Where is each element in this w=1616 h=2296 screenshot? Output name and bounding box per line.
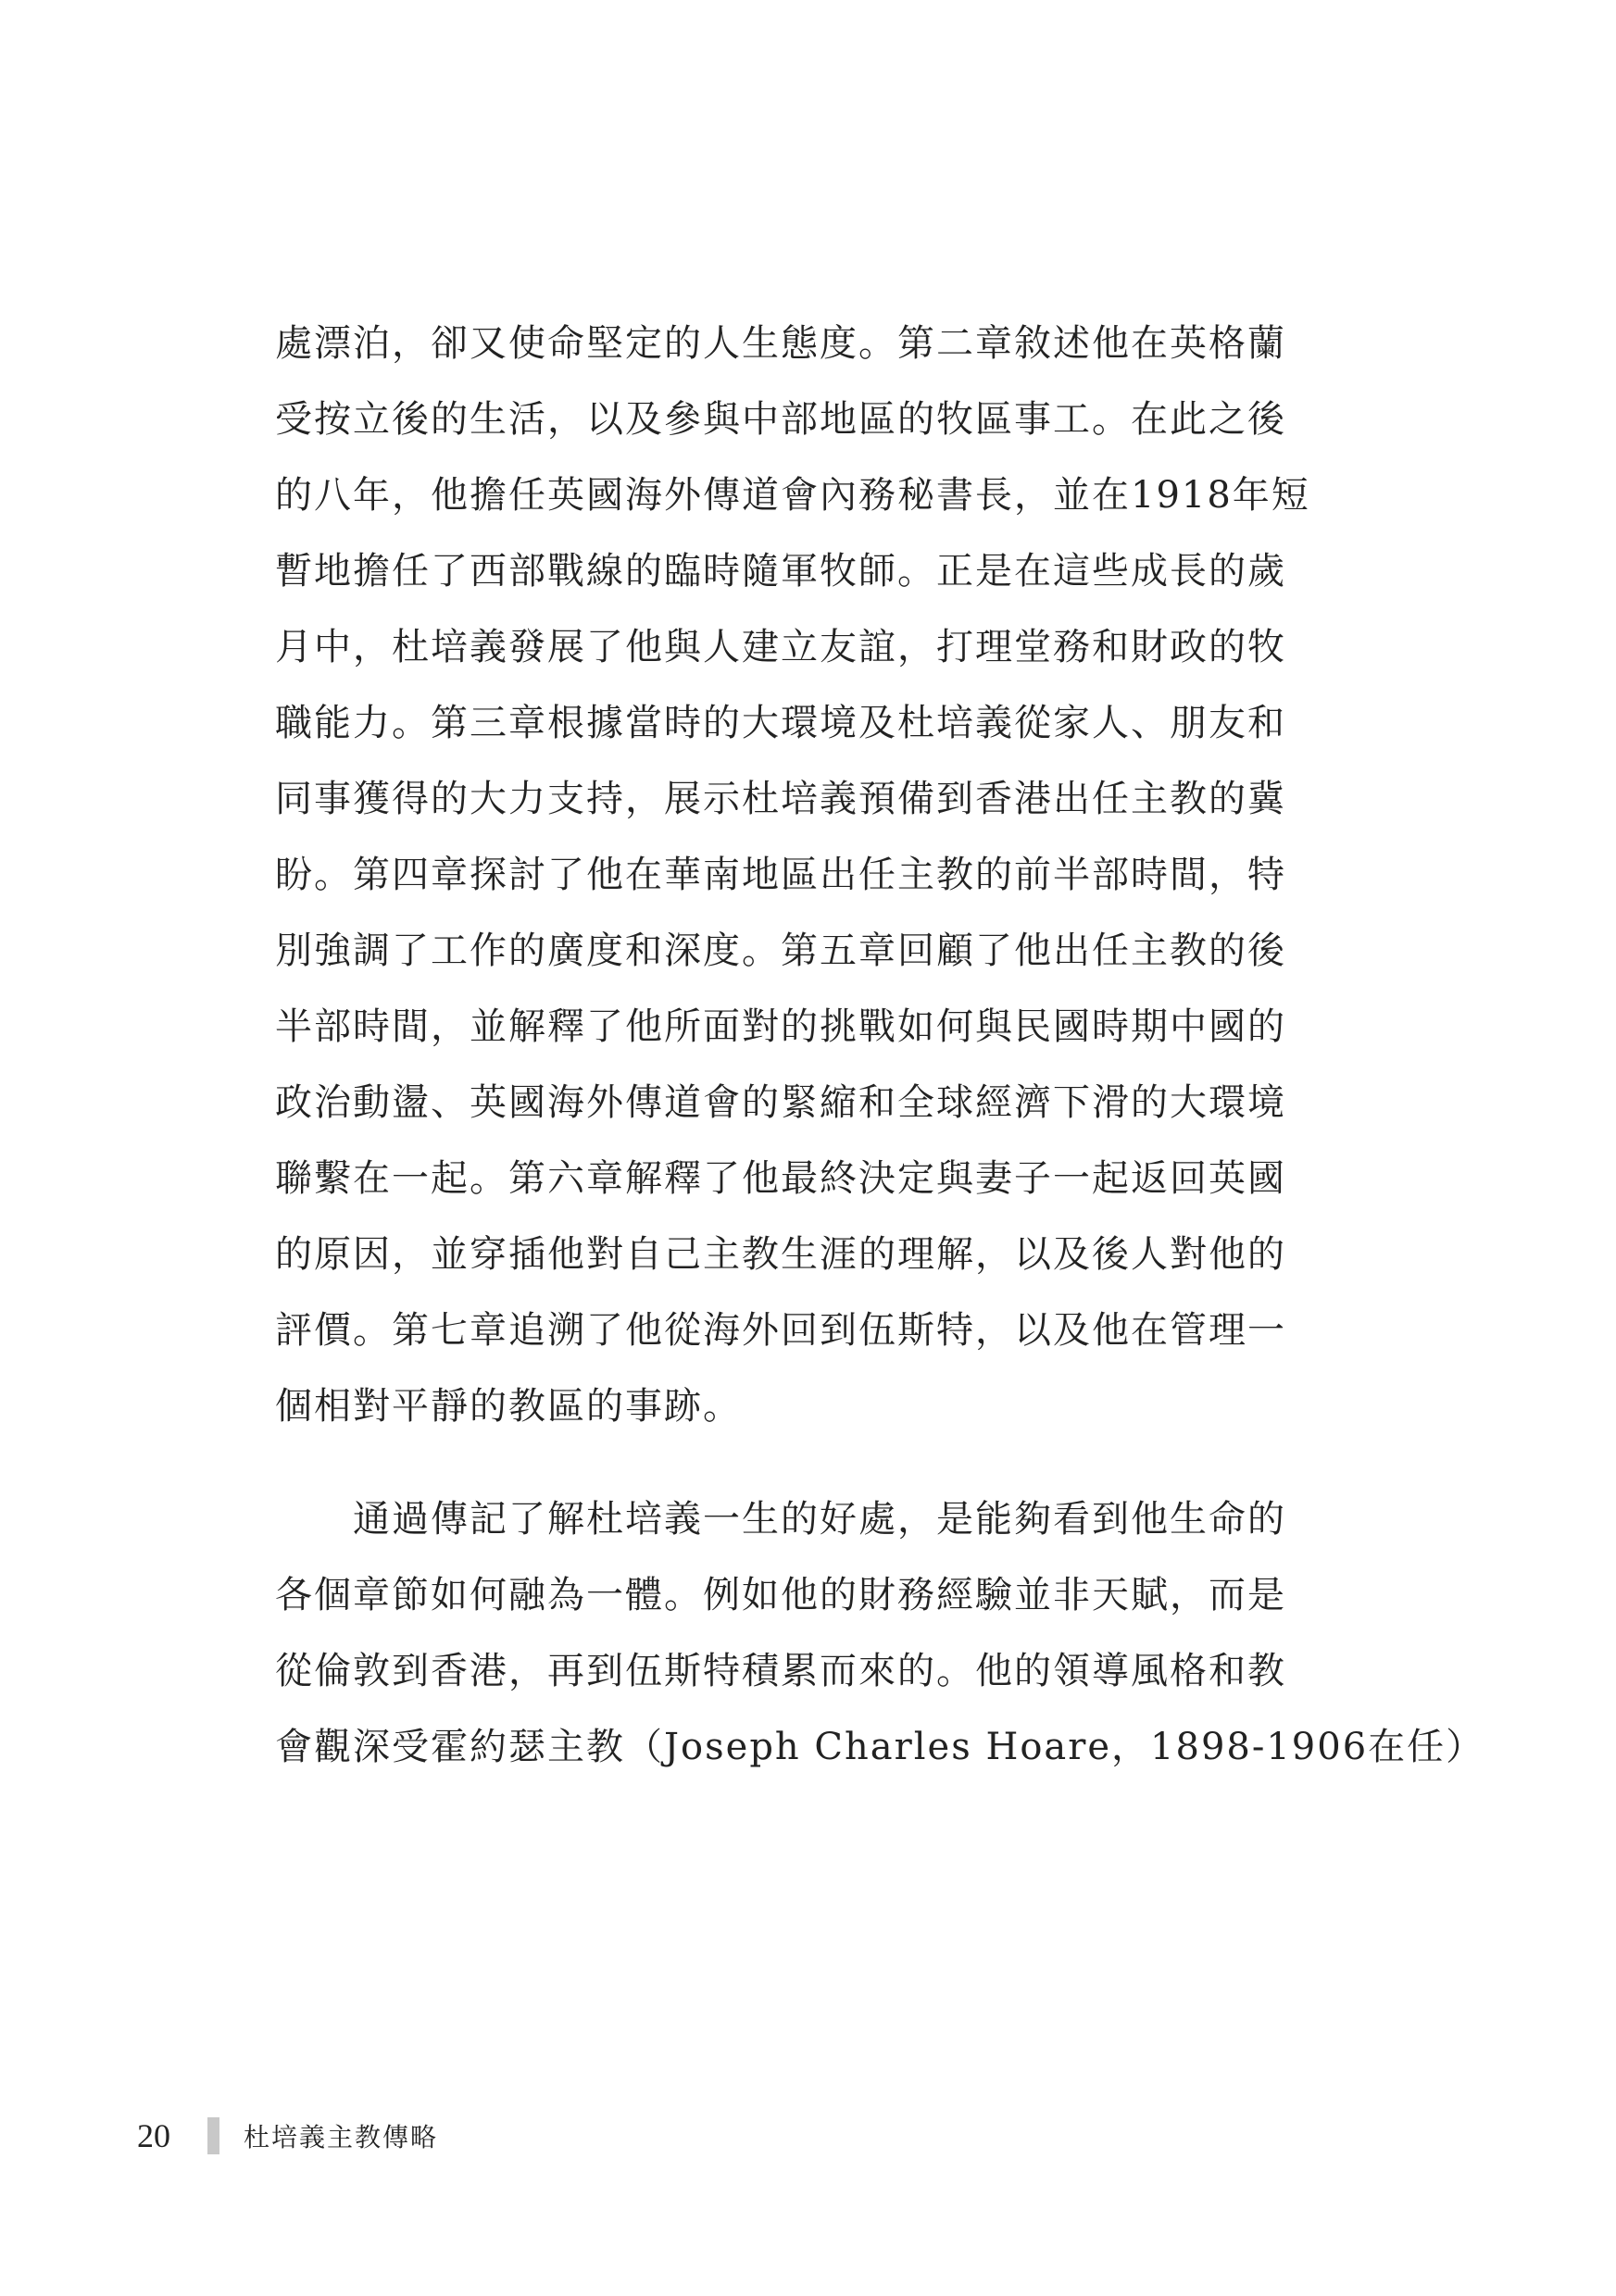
text-line: 政治動盪、英國海外傳道會的緊縮和全球經濟下滑的大環境 <box>275 1081 1286 1124</box>
text-line: 職能力。第三章根據當時的大環境及杜培義從家人、朋友和 <box>275 702 1286 744</box>
running-title: 杜培義主教傳略 <box>244 2122 439 2152</box>
body-paragraph <box>275 306 1349 1444</box>
page-number: 20 <box>137 2117 170 2154</box>
text-line: 半部時間，並解釋了他所面對的挑戰如何與民國時期中國的 <box>275 1005 1286 1048</box>
text-line: 受按立後的生活，以及參與中部地區的牧區事工。在此之後 <box>275 398 1286 441</box>
page-footer <box>137 2115 438 2157</box>
text-line: 暫地擔任了西部戰線的臨時隨軍牧師。正是在這些成長的歲 <box>275 550 1286 593</box>
text-line: 處漂泊，卻又使命堅定的人生態度。第二章敘述他在英格蘭 <box>275 322 1286 365</box>
text-line: 評價。第七章追溯了他從海外回到伍斯特，以及他在管理一 <box>275 1309 1286 1352</box>
text-line: 各個章節如何融為一體。例如他的財務經驗並非天賦，而是 <box>275 1574 1286 1616</box>
text-line: 別強調了工作的廣度和深度。第五章回顧了他出任主教的後 <box>275 930 1286 972</box>
text-line: 盼。第四章探討了他在華南地區出任主教的前半部時間，特 <box>275 854 1286 896</box>
text-line: 聯繫在一起。第六章解釋了他最終決定與妻子一起返回英國 <box>275 1157 1286 1200</box>
text-line: 通過傳記了解杜培義一生的好處，是能夠看到他生命的 <box>275 1498 1286 1541</box>
text-line: 的八年，他擔任英國海外傳道會內務秘書長，並在1918年短 <box>275 474 1310 517</box>
text-line: 個相對平靜的教區的事跡。 <box>275 1385 742 1428</box>
text-line: 月中，杜培義發展了他與人建立友誼，打理堂務和財政的牧 <box>275 626 1286 668</box>
text-line: 的原因，並穿插他對自己主教生涯的理解，以及後人對他的 <box>275 1233 1286 1276</box>
footer-divider <box>207 2117 219 2154</box>
text-line: 從倫敦到香港，再到伍斯特積累而來的。他的領導風格和教 <box>275 1650 1286 1692</box>
text-line: 同事獲得的大力支持，展示杜培義預備到香港出任主教的冀 <box>275 778 1286 820</box>
text-line: 會觀深受霍約瑟主教（Joseph Charles Hoare，1898-1906在任） <box>275 1726 1485 1768</box>
page-body <box>275 306 1485 1785</box>
body-paragraph <box>275 1481 1485 1785</box>
